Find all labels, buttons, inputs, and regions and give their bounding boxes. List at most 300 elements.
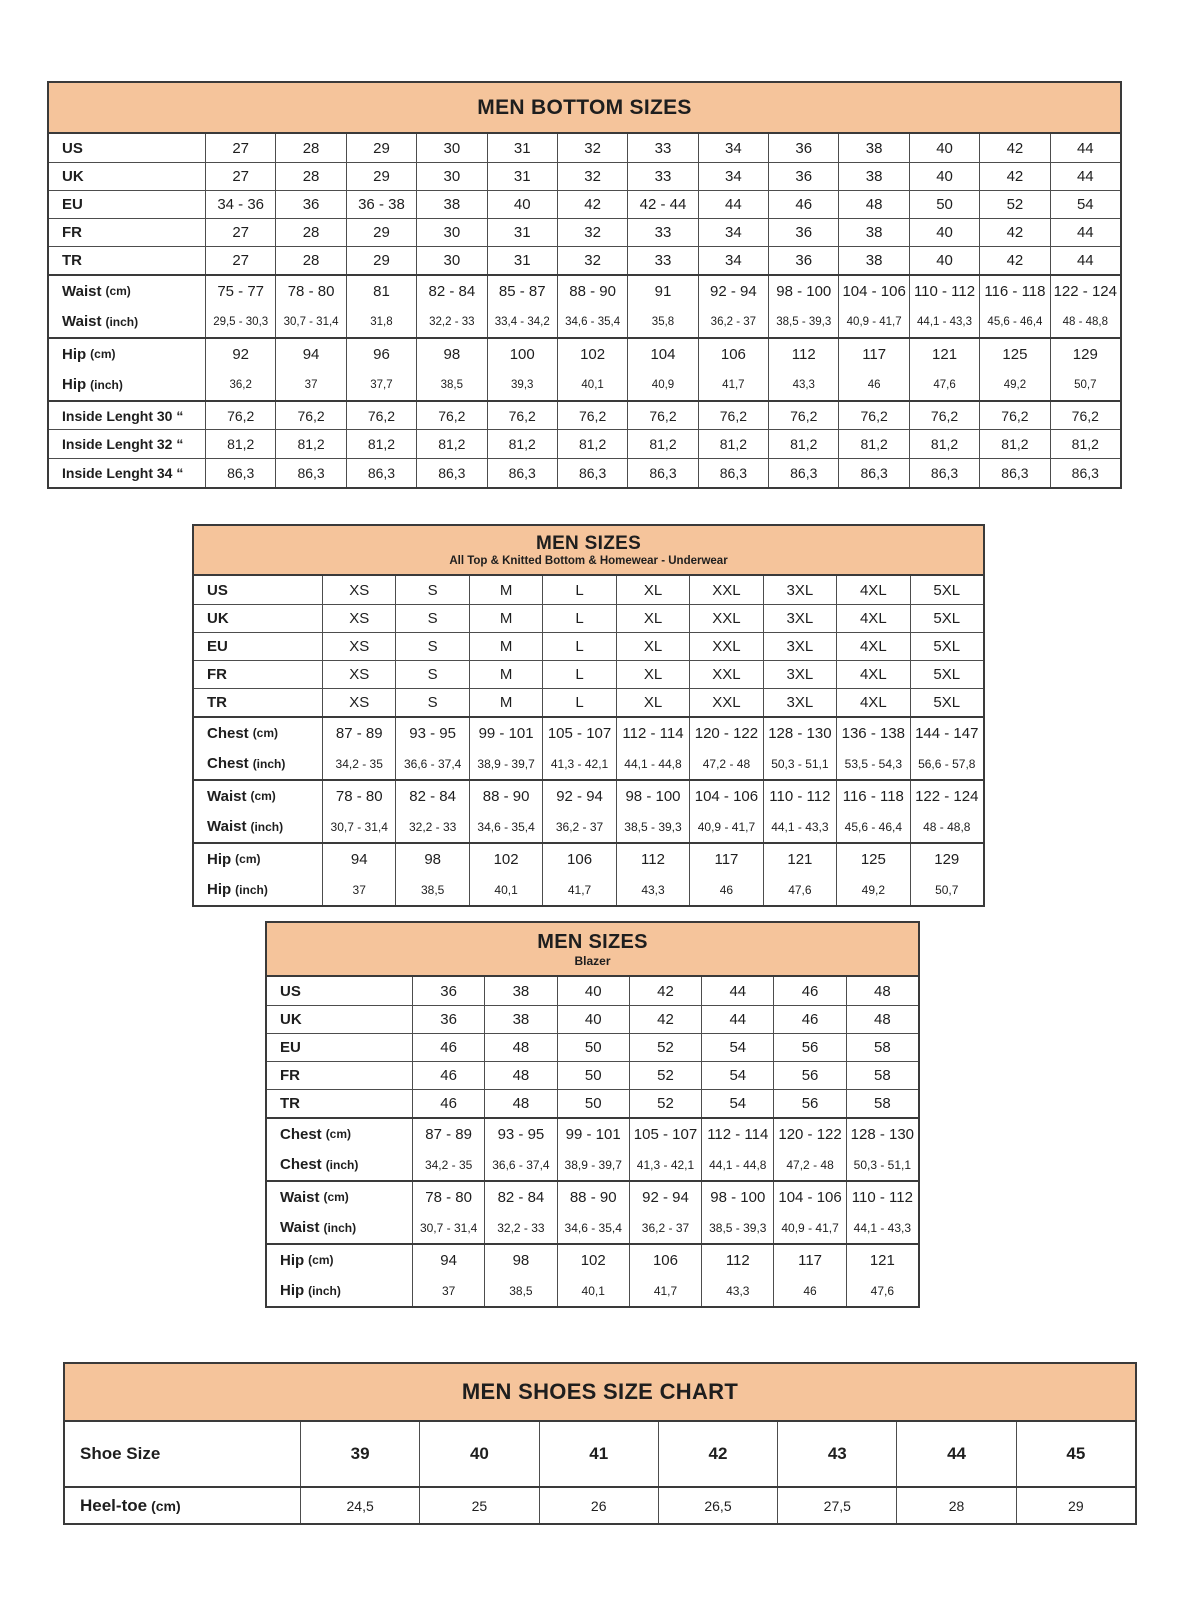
row-label-text: FR [280,1067,300,1084]
table-row [267,1033,918,1061]
value-cell: 27 [205,219,275,246]
row-label-text: US [62,139,83,157]
value-cell: 38 [484,977,556,1005]
row-unit-text: (cm) [105,284,131,298]
value-cell: 40 [909,219,979,246]
value-cell: 38 [484,1006,556,1033]
value-cell: 26 [539,1488,658,1523]
row-label-text: EU [62,196,83,213]
value-cell: 39 [300,1422,419,1486]
value-cell: 40,9 - 41,7 [689,811,762,842]
row-label [267,1212,412,1243]
row-label [49,247,205,274]
value-cell: 44 [1050,219,1120,246]
value-cell: 43 [777,1422,896,1486]
value-cell: 76,2 [627,402,697,429]
table-row [49,246,1120,274]
value-cell: 129 [910,844,983,874]
value-cell: 52 [979,191,1049,218]
table-row [49,429,1120,458]
value-cell: 125 [836,844,909,874]
table-row [49,134,1120,162]
value-cell: 46 [773,977,845,1005]
value-cell: 81,2 [979,430,1049,458]
value-cell: 56 [773,1034,845,1061]
value-cell: 105 - 107 [629,1119,701,1149]
value-cell: 36,2 [205,369,275,400]
value-cell: 129 [1050,339,1120,369]
value-cell: 102 [469,844,542,874]
row-label [49,276,205,306]
value-cell: 36 [412,977,484,1005]
men-blazer-sizes-title-band [267,923,918,977]
value-cell: 49,2 [979,369,1049,400]
row-label-text: Waist [280,1188,320,1206]
table-row [194,660,983,688]
value-cell: 86,3 [909,459,979,487]
value-cell: 29 [346,134,416,162]
row-unit-text: (inch) [308,1283,341,1298]
table-row [267,1005,918,1033]
value-cell: 50,3 - 51,1 [846,1149,918,1180]
row-label-text: Hip [62,345,87,363]
value-cell: 91 [627,276,697,306]
value-cell: 85 - 87 [487,276,557,306]
value-cell: 47,2 - 48 [689,748,762,779]
value-cell: 44 [896,1422,1015,1486]
row-label-text: Hip [280,1251,305,1269]
row-label-text: UK [207,610,229,627]
men-bottom-sizes-title-band [49,83,1120,134]
value-cell: 30 [416,134,486,162]
value-cell: 81,2 [346,430,416,458]
value-cell: L [542,661,615,688]
value-cell: 86,3 [979,459,1049,487]
table-row [49,218,1120,246]
value-cell: 54 [701,1062,773,1089]
value-cell: 81,2 [416,430,486,458]
value-cell: 38 [838,219,908,246]
value-cell: 99 - 101 [557,1119,629,1149]
value-cell: 44 [701,977,773,1005]
row-label [49,134,205,162]
value-cell: 105 - 107 [542,718,615,748]
value-cell: 98 - 100 [768,276,838,306]
row-label [194,661,322,688]
value-cell: 81,2 [838,430,908,458]
value-cell: 4XL [836,633,909,660]
value-cell: 50,7 [1050,369,1120,400]
table-row [194,576,983,604]
value-cell: 34 [698,134,768,162]
value-cell: 33 [627,247,697,274]
value-cell: 93 - 95 [395,718,468,748]
value-cell: 46 [768,191,838,218]
row-label-text: UK [62,168,84,185]
value-cell: XS [322,576,395,604]
value-cell: 42 [979,219,1049,246]
row-label [267,1245,412,1275]
value-cell: 86,3 [275,459,345,487]
row-label-text: UK [280,1011,302,1028]
value-cell: 81,2 [557,430,627,458]
row-label-text: Chest [207,755,249,772]
row-label [49,306,205,337]
value-cell: S [395,661,468,688]
value-cell: 98 [416,339,486,369]
value-cell: 50,7 [910,874,983,905]
value-cell: 31 [487,247,557,274]
value-cell: 33 [627,219,697,246]
value-cell: 29 [1016,1488,1135,1523]
value-cell: 42 [629,977,701,1005]
value-cell: 31 [487,219,557,246]
value-cell: 86,3 [838,459,908,487]
value-cell: 33,4 - 34,2 [487,306,557,337]
row-label-text: Waist [207,818,247,835]
value-cell: 76,2 [909,402,979,429]
value-cell: 34 - 36 [205,191,275,218]
value-cell: 52 [629,1034,701,1061]
value-cell: 43,3 [701,1275,773,1306]
value-cell: 86,3 [346,459,416,487]
value-cell: 58 [846,1090,918,1117]
value-cell: 81,2 [275,430,345,458]
value-cell: 38,5 - 39,3 [616,811,689,842]
value-cell: S [395,576,468,604]
value-cell: 54 [701,1090,773,1117]
value-cell: 88 - 90 [557,276,627,306]
table-row [267,1117,918,1149]
table-row [49,306,1120,337]
value-cell: 29 [346,219,416,246]
value-cell: XXL [689,661,762,688]
value-cell: 36 [768,163,838,190]
value-cell: 38,5 [395,874,468,905]
row-label-text: Inside Lenght 32 “ [62,436,184,452]
value-cell: 104 - 106 [838,276,908,306]
value-cell: 28 [275,163,345,190]
value-cell: 86,3 [627,459,697,487]
value-cell: 39,3 [487,369,557,400]
row-label-text: Waist [280,1219,320,1236]
value-cell: 30 [416,163,486,190]
value-cell: 86,3 [1050,459,1120,487]
value-cell: 48 [846,1006,918,1033]
row-label [194,689,322,716]
value-cell: 24,5 [300,1488,419,1523]
value-cell: 36 [768,219,838,246]
row-unit-text: (inch) [323,1220,357,1235]
value-cell: 86,3 [487,459,557,487]
value-cell: 54 [701,1034,773,1061]
value-cell: 120 - 122 [689,718,762,748]
value-cell: XL [616,576,689,604]
value-cell: 82 - 84 [395,781,468,811]
value-cell: 34,6 - 35,4 [557,1212,629,1243]
value-cell: 88 - 90 [557,1182,629,1212]
value-cell: 37 [322,874,395,905]
men-shoes-size-grid [65,1422,1135,1523]
row-label [49,430,205,458]
row-label [267,977,412,1005]
value-cell: 88 - 90 [469,781,542,811]
value-cell: 41,7 [698,369,768,400]
value-cell: 36 [412,1006,484,1033]
row-unit-text: (inch) [235,882,268,897]
row-label-text: Waist [62,282,102,300]
value-cell: 36 [768,247,838,274]
men-bottom-sizes-table [47,81,1122,489]
value-cell: 45,6 - 46,4 [979,306,1049,337]
value-cell: 5XL [910,576,983,604]
value-cell: 50,3 - 51,1 [763,748,836,779]
row-unit-text: (cm) [325,1127,352,1141]
row-label [194,748,322,779]
value-cell: 32 [557,219,627,246]
value-cell: M [469,605,542,632]
value-cell: 99 - 101 [469,718,542,748]
value-cell: 3XL [763,605,836,632]
value-cell: 27 [205,134,275,162]
value-cell: 136 - 138 [836,718,909,748]
value-cell: 41 [539,1422,658,1486]
value-cell: 125 [979,339,1049,369]
value-cell: 40,9 - 41,7 [838,306,908,337]
value-cell: 36,2 - 37 [698,306,768,337]
value-cell: 36 - 38 [346,191,416,218]
table-title: MEN SHOES SIZE CHART [461,1379,739,1404]
value-cell: 40,9 [627,369,697,400]
value-cell: 37 [412,1275,484,1306]
value-cell: L [542,689,615,716]
value-cell: L [542,605,615,632]
row-label-text: Hip [62,376,87,393]
value-cell: 29 [346,247,416,274]
value-cell: 92 - 94 [542,781,615,811]
table-title: MEN SIZES [535,533,642,555]
value-cell: 44,1 - 43,3 [909,306,979,337]
value-cell: 121 [763,844,836,874]
row-label [49,369,205,400]
value-cell: 46 [689,874,762,905]
value-cell: 36,6 - 37,4 [484,1149,556,1180]
value-cell: 5XL [910,605,983,632]
value-cell: 86,3 [557,459,627,487]
row-label-text: Hip [207,881,232,898]
value-cell: 117 [773,1245,845,1275]
value-cell: 76,2 [557,402,627,429]
value-cell: L [542,576,615,604]
value-cell: 98 - 100 [616,781,689,811]
value-cell: 46 [773,1275,845,1306]
row-label [267,1149,412,1180]
value-cell: 76,2 [205,402,275,429]
value-cell: 44 [1050,247,1120,274]
table-row [49,369,1120,400]
value-cell: 92 - 94 [629,1182,701,1212]
value-cell: 4XL [836,689,909,716]
value-cell: 121 [846,1245,918,1275]
table-row [194,716,983,748]
row-label-text: US [207,581,228,599]
value-cell: 117 [689,844,762,874]
value-cell: XS [322,689,395,716]
value-cell: 56 [773,1062,845,1089]
value-cell: 86,3 [205,459,275,487]
value-cell: 86,3 [698,459,768,487]
value-cell: 42 [557,191,627,218]
value-cell: 48 - 48,8 [910,811,983,842]
row-unit-text: (cm) [151,1497,181,1514]
table-subtitle: All Top & Knitted Bottom & Homewear - Underwear [449,554,728,567]
row-label [49,163,205,190]
value-cell: 47,6 [846,1275,918,1306]
value-cell: 117 [838,339,908,369]
value-cell: 54 [1050,191,1120,218]
value-cell: 102 [557,1245,629,1275]
value-cell: 42 [658,1422,777,1486]
men-top-sizes-table [192,524,985,907]
value-cell: 47,2 - 48 [773,1149,845,1180]
value-cell: 81 [346,276,416,306]
value-cell: 48 [484,1062,556,1089]
row-label [267,1090,412,1117]
table-row [194,842,983,874]
row-label [49,402,205,429]
value-cell: 45,6 - 46,4 [836,811,909,842]
value-cell: 41,7 [542,874,615,905]
value-cell: XXL [689,576,762,604]
row-label [267,1119,412,1149]
value-cell: 40 [909,134,979,162]
value-cell: 58 [846,1062,918,1089]
row-label [194,576,322,604]
value-cell: S [395,605,468,632]
table-row [194,779,983,811]
row-label [65,1488,300,1523]
value-cell: 29 [346,163,416,190]
value-cell: 76,2 [487,402,557,429]
men-bottom-sizes-grid [49,134,1120,487]
men-blazer-sizes-grid [267,977,918,1306]
value-cell: 42 [629,1006,701,1033]
row-label-text: TR [207,694,227,711]
value-cell: 29,5 - 30,3 [205,306,275,337]
value-cell: 3XL [763,576,836,604]
value-cell: 110 - 112 [763,781,836,811]
value-cell: 112 [768,339,838,369]
value-cell: 30,7 - 31,4 [412,1212,484,1243]
table-title: MEN BOTTOM SIZES [477,95,692,119]
value-cell: 116 - 118 [979,276,1049,306]
value-cell: 52 [629,1090,701,1117]
table-row [49,458,1120,487]
value-cell: XL [616,633,689,660]
value-cell: 81,2 [205,430,275,458]
value-cell: 41,7 [629,1275,701,1306]
value-cell: 112 - 114 [701,1119,773,1149]
table-row [194,748,983,779]
value-cell: 44 [698,191,768,218]
value-cell: 93 - 95 [484,1119,556,1149]
value-cell: 38,5 [416,369,486,400]
value-cell: 112 - 114 [616,718,689,748]
value-cell: 38,9 - 39,7 [469,748,542,779]
value-cell: 31 [487,163,557,190]
row-label-text: Chest [280,1156,322,1173]
value-cell: 46 [773,1006,845,1033]
value-cell: XL [616,689,689,716]
value-cell: XXL [689,689,762,716]
value-cell: 30 [416,247,486,274]
value-cell: 94 [412,1245,484,1275]
value-cell: XS [322,605,395,632]
value-cell: 46 [838,369,908,400]
value-cell: 36,2 - 37 [542,811,615,842]
value-cell: 48 [838,191,908,218]
value-cell: 28 [896,1488,1015,1523]
value-cell: 5XL [910,689,983,716]
value-cell: 5XL [910,661,983,688]
value-cell: 35,8 [627,306,697,337]
row-unit-text: (cm) [252,726,279,740]
table-row [267,1149,918,1180]
value-cell: 40 [419,1422,538,1486]
value-cell: 106 [542,844,615,874]
value-cell: 48 [484,1034,556,1061]
row-label [194,844,322,874]
value-cell: XXL [689,605,762,632]
value-cell: 50 [557,1062,629,1089]
row-label [49,339,205,369]
value-cell: 43,3 [616,874,689,905]
value-cell: 47,6 [909,369,979,400]
value-cell: 81,2 [768,430,838,458]
table-row [267,977,918,1005]
value-cell: 110 - 112 [909,276,979,306]
row-label-text: FR [207,666,227,683]
value-cell: 33 [627,163,697,190]
row-label-text: FR [62,224,82,241]
row-label-text: Chest [207,724,249,742]
value-cell: 87 - 89 [412,1119,484,1149]
value-cell: 43,3 [768,369,838,400]
value-cell: 56 [773,1090,845,1117]
row-label [267,1275,412,1306]
value-cell: 76,2 [838,402,908,429]
value-cell: XS [322,633,395,660]
men-shoes-size-title-band [65,1364,1135,1422]
value-cell: 3XL [763,661,836,688]
value-cell: 40 [909,247,979,274]
row-label [194,633,322,660]
value-cell: 92 - 94 [698,276,768,306]
value-cell: XL [616,605,689,632]
value-cell: 34,2 - 35 [412,1149,484,1180]
value-cell: 34 [698,247,768,274]
value-cell: 78 - 80 [412,1182,484,1212]
value-cell: 81,2 [909,430,979,458]
value-cell: 42 [979,163,1049,190]
value-cell: 42 [979,134,1049,162]
value-cell: 34,2 - 35 [322,748,395,779]
table-row [267,1061,918,1089]
value-cell: 76,2 [698,402,768,429]
row-unit-text: (inch) [252,756,286,771]
value-cell: M [469,661,542,688]
value-cell: 33 [627,134,697,162]
